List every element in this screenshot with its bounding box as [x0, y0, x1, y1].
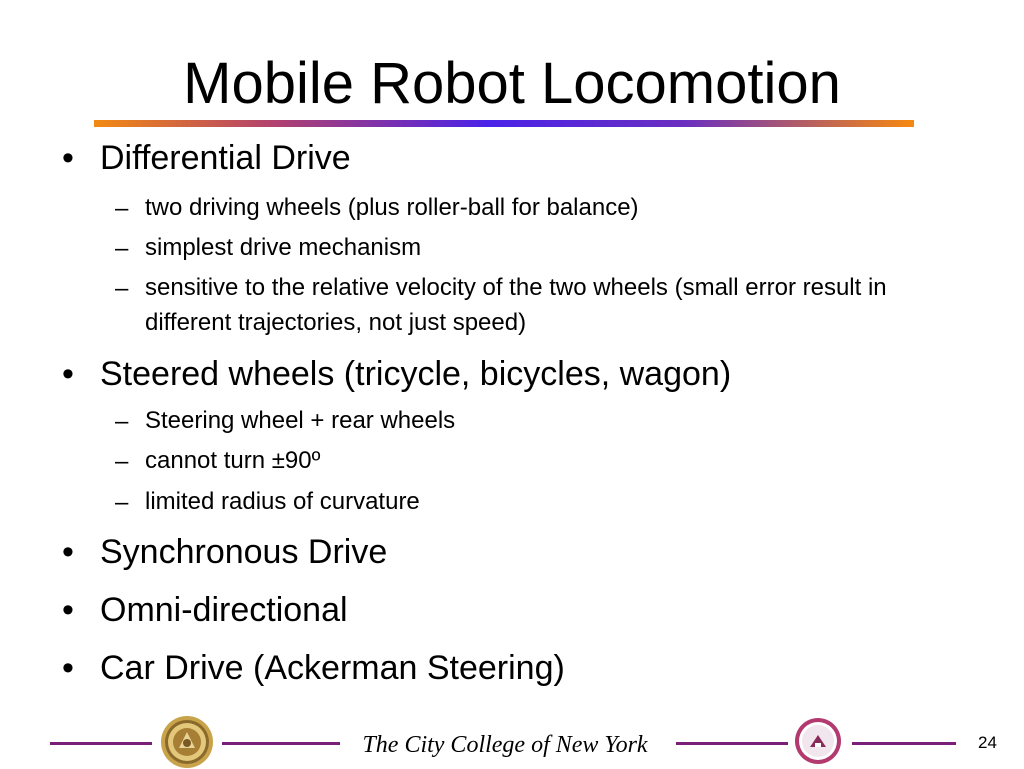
footer-rule-center-right [676, 742, 788, 745]
bullet-icon: • [62, 355, 74, 393]
footer-institution: The City College of New York [362, 732, 648, 758]
bullet-icon: • [62, 591, 74, 629]
dash-icon: – [115, 235, 129, 262]
slide-title: Mobile Robot Locomotion [183, 51, 841, 116]
sub-bullet-text: sensitive to the relative velocity of the two wheels (small error result in different trajectories, not just speed) [145, 274, 887, 336]
bullet-text: Differential Drive [100, 139, 351, 177]
dash-icon: – [115, 408, 129, 435]
bullet-icon: • [62, 533, 74, 571]
dash-icon: – [115, 195, 129, 222]
sub-bullet-text: limited radius of curvature [145, 488, 420, 515]
sub-bullet-text: simplest drive mechanism [145, 234, 422, 261]
footer-rule-right [852, 742, 956, 745]
page-number: 24 [978, 733, 997, 752]
dash-icon: – [115, 489, 129, 516]
sub-bullet-text: Steering wheel + rear wheels [145, 407, 456, 434]
footer-rule-left [50, 742, 152, 745]
dash-icon: – [115, 448, 129, 475]
dash-icon: – [115, 275, 129, 302]
footer-rule-center-left [222, 742, 340, 745]
bullet-text: Synchronous Drive [100, 533, 388, 571]
robotics-lab-seal-icon [794, 717, 842, 765]
bullet-text: Omni-directional [100, 591, 348, 629]
sub-bullet-text: two driving wheels (plus roller-ball for balance) [145, 194, 639, 221]
title-underline [94, 120, 914, 127]
sub-bullet-text: cannot turn ±90º [145, 447, 321, 474]
bullet-icon: • [62, 649, 74, 687]
ccny-seal-icon [160, 715, 214, 769]
bullet-text: Steered wheels (tricycle, bicycles, wagon) [100, 355, 732, 393]
bullet-icon: • [62, 139, 74, 177]
bullet-text: Car Drive (Ackerman Steering) [100, 649, 565, 687]
